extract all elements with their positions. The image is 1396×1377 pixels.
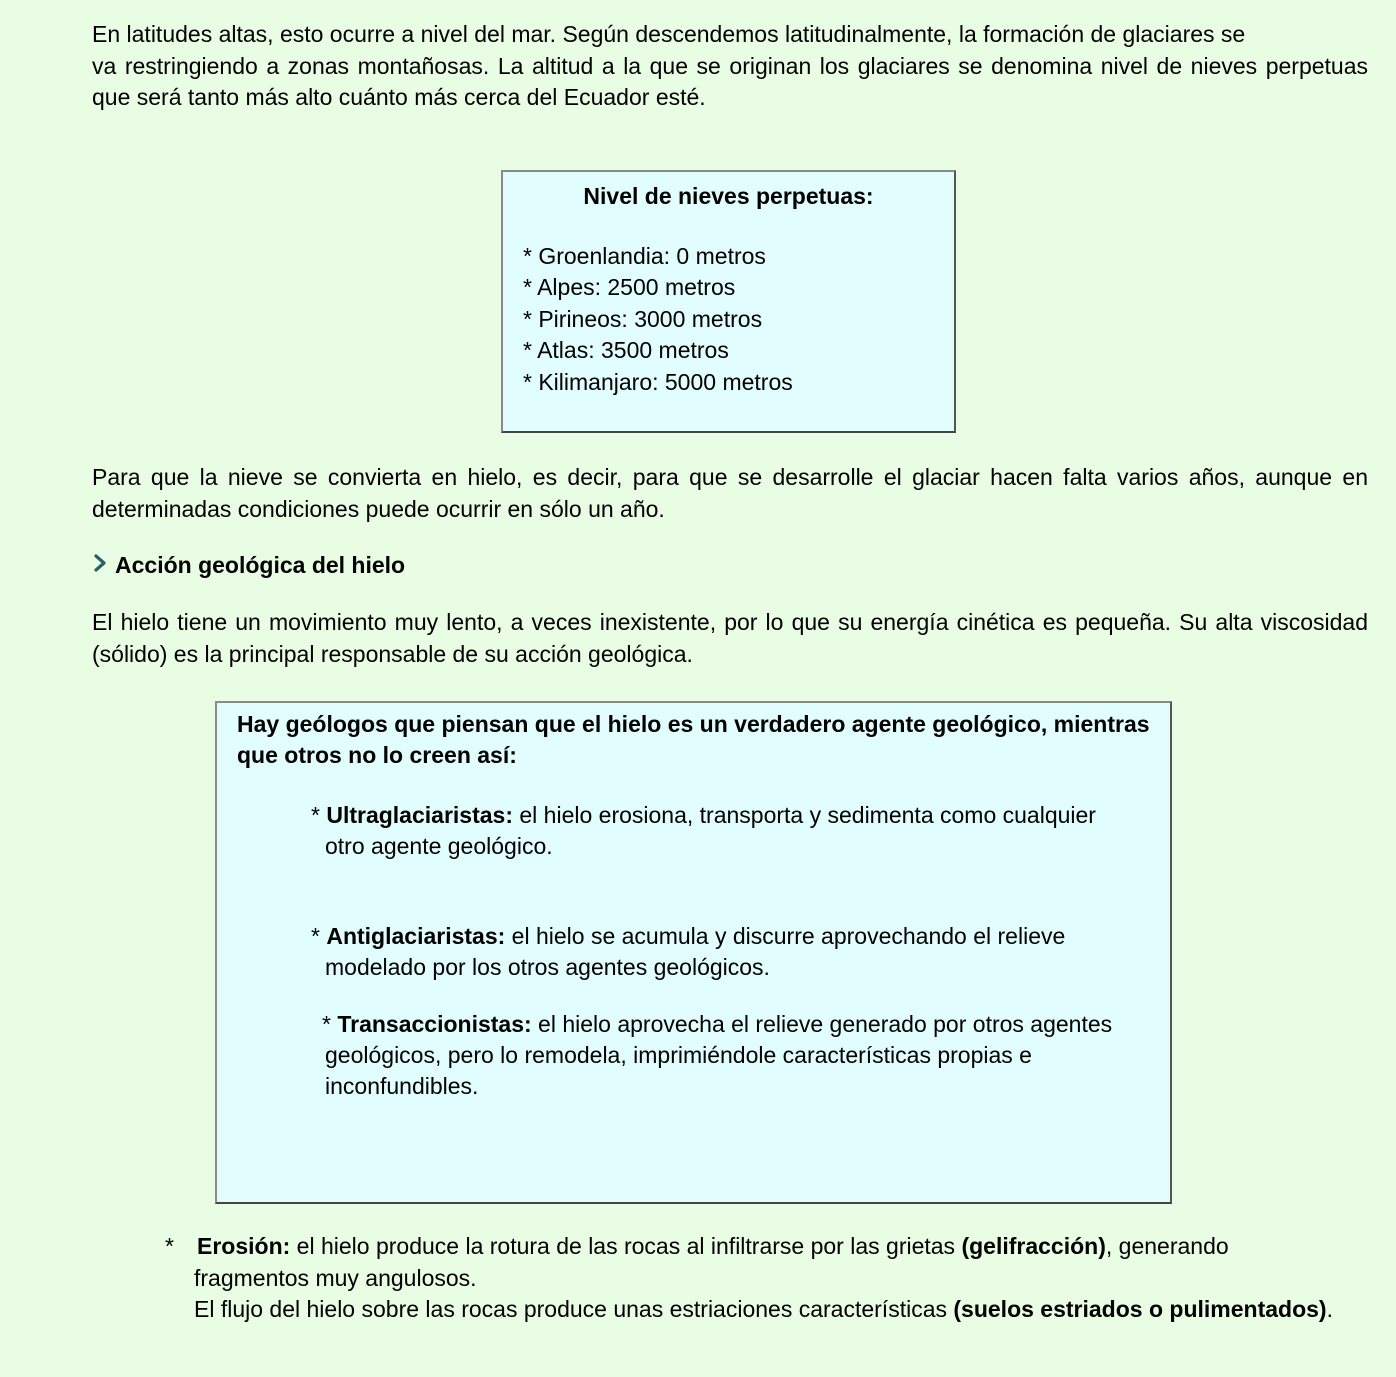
ice-formation-paragraph: Para que la nieve se convierta en hielo, es decir, para que se desarrolle el glaciar hacen falta varios años, aunque en determinadas condiciones puede ocurrir en sólo un año. xyxy=(92,464,1368,522)
snow-level-item: * Atlas: 3500 metros xyxy=(523,337,729,364)
theory-prefix: * xyxy=(311,802,327,828)
theory-term: Antiglaciaristas: xyxy=(326,923,506,949)
bullet-star: * xyxy=(165,1233,174,1259)
erosion-line-2: fragmentos muy angulosos. xyxy=(194,1264,477,1291)
theory-text: el hielo erosiona, transporta y sedimenta como cualquier xyxy=(512,802,1096,828)
snow-level-list xyxy=(503,241,954,398)
section-heading xyxy=(92,550,405,581)
erosion-text-2: , generando xyxy=(1105,1233,1229,1259)
theory-continuation: otro agente geológico. xyxy=(325,833,553,859)
theory-prefix: * xyxy=(311,923,327,949)
theory-item-antiglaciaristas xyxy=(297,921,1161,983)
snow-level-item: * Groenlandia: 0 metros xyxy=(523,243,766,269)
erosion-text-1: el hielo produce la rotura de las rocas al infiltrarse por las grietas xyxy=(290,1233,962,1259)
theory-item-transaccionistas xyxy=(297,1009,1161,1102)
theory-continuation: modelado por los otros agentes geológicos. xyxy=(325,954,770,980)
theory-term: Transaccionistas: xyxy=(337,1011,532,1037)
intro-paragraph xyxy=(92,19,1368,114)
theories-intro: Hay geólogos que piensan que el hielo es un verdadero agente geológico, mientras que otros no lo creen así: xyxy=(237,711,1150,768)
theory-text: el hielo se acumula y discurre aprovechando el relieve xyxy=(505,923,1066,949)
intro-line-1: En latitudes altas, esto ocurre a nivel del mar. Según descendemos latitudinalmente, la formación de glaciares se xyxy=(92,21,1246,47)
gelifraccion-term: (gelifracción) xyxy=(961,1233,1106,1259)
theory-term: Ultraglaciaristas: xyxy=(326,802,513,828)
erosion-line-3-text: El flujo del hielo sobre las rocas produce unas estriaciones características xyxy=(194,1296,954,1322)
snow-level-box xyxy=(501,170,956,433)
ice-movement-paragraph: El hielo tiene un movimiento muy lento, a veces inexistente, por lo que su energía cinética es pequeña. Su alta viscosidad (sólido) es la principal responsable de su acción geológica. xyxy=(92,609,1368,667)
theory-continuation: geológicos, pero lo remodela, imprimiéndole características propias e inconfundibles. xyxy=(325,1042,1032,1099)
theory-item-ultraglaciaristas xyxy=(297,800,1161,862)
snow-level-item: * Alpes: 2500 metros xyxy=(523,274,736,301)
intro-line-2: va restringiendo a zonas montañosas. La altitud a la que se originan los glaciares se denomina nivel de nieves perpetuas que será tanto más alto cuánto más cerca del Ecuador esté. xyxy=(92,52,1368,110)
erosion-line-3 xyxy=(165,1294,1365,1326)
theory-text: el hielo aprovecha el relieve generado por otros agentes xyxy=(531,1011,1113,1037)
theory-prefix: * xyxy=(322,1011,338,1037)
snow-level-title: Nivel de nieves perpetuas: xyxy=(583,183,874,209)
snow-level-item: * Pirineos: 3000 metros xyxy=(523,305,763,332)
snow-level-item: * Kilimanjaro: 5000 metros xyxy=(523,368,793,395)
erosion-term: Erosión: xyxy=(197,1233,291,1259)
suelos-estriados-term: (suelos estriados o pulimentados) xyxy=(953,1296,1327,1322)
section-title: Acción geológica del hielo xyxy=(115,552,406,578)
chevron-right-icon xyxy=(92,551,108,573)
erosion-item xyxy=(165,1231,1365,1326)
erosion-line-3-end: . xyxy=(1326,1296,1333,1322)
